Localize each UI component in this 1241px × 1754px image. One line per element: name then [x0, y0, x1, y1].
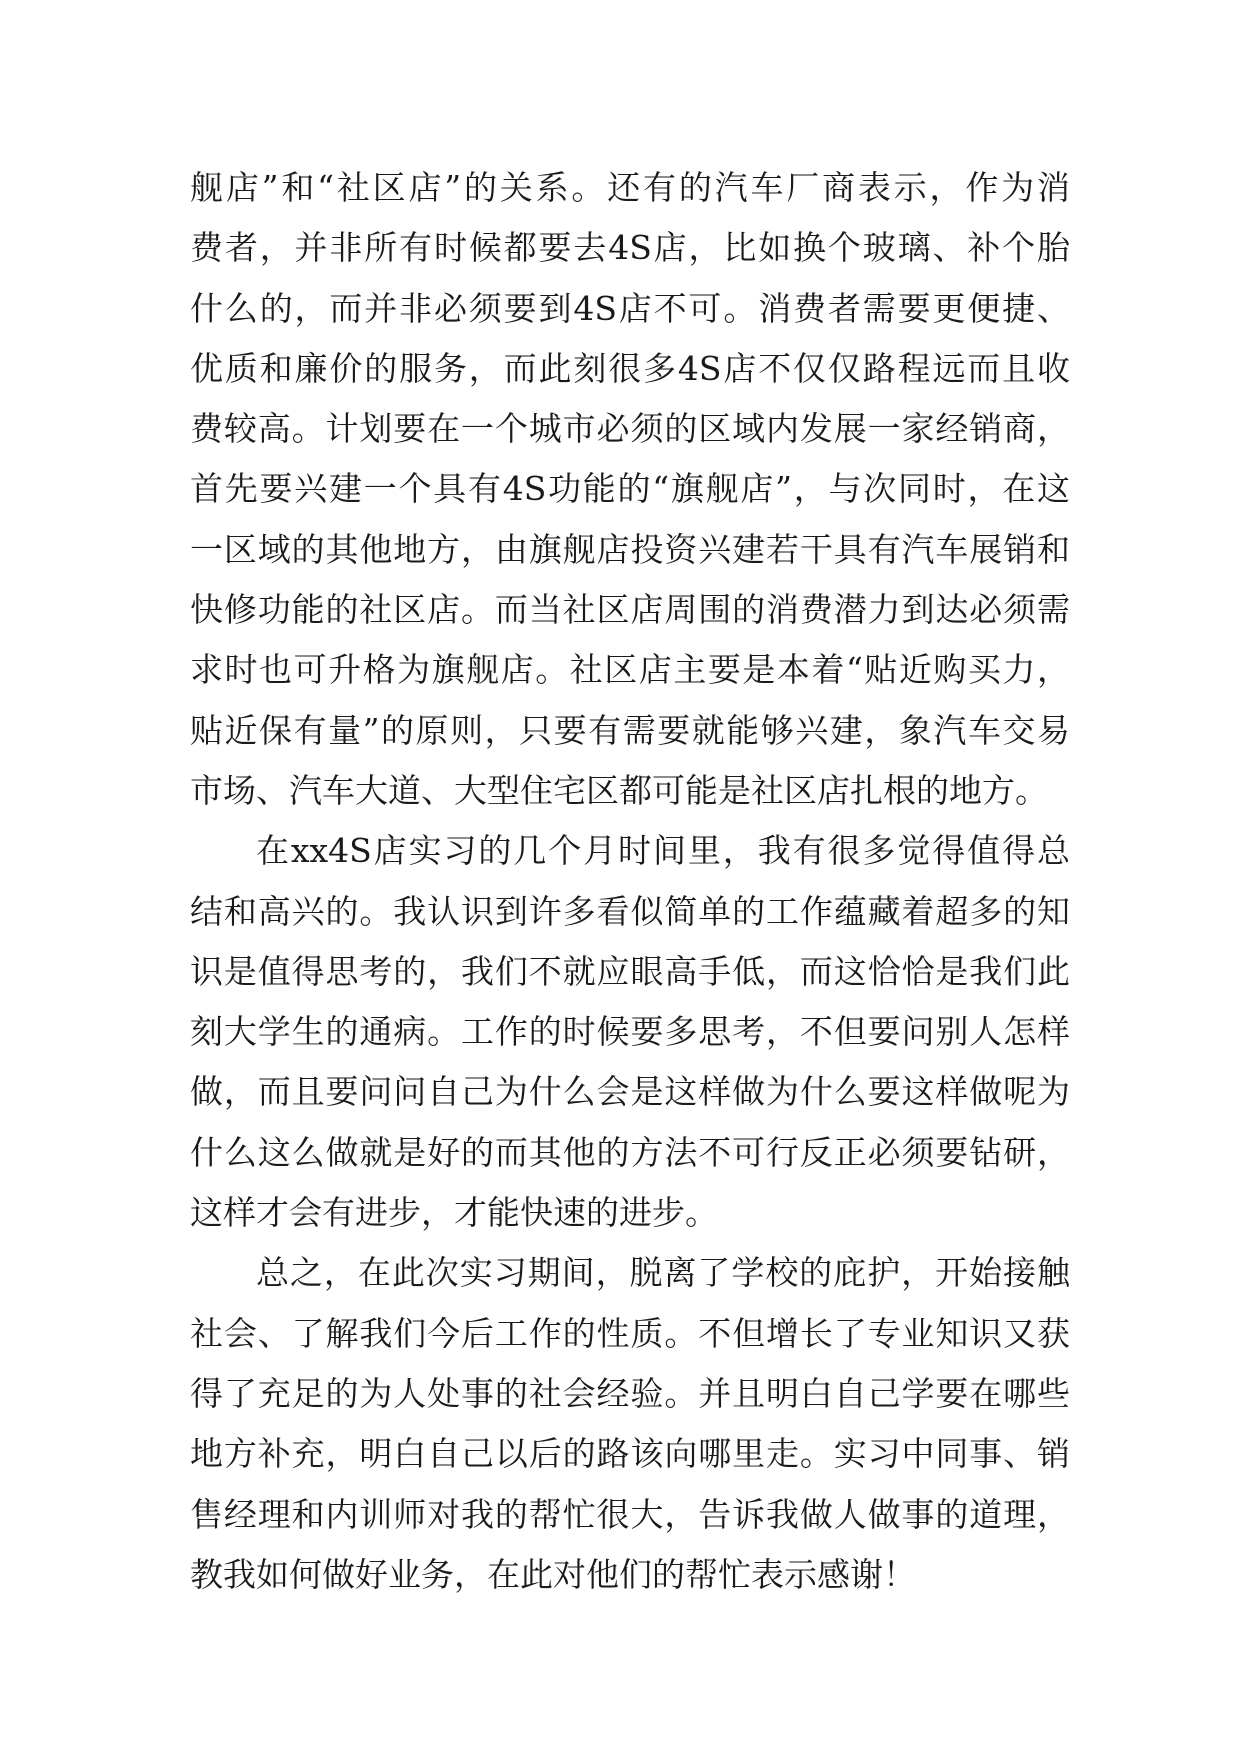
- text-line: 费较高。计划要在一个城市必须的区域内发展一家经销商，: [190, 409, 1070, 449]
- text-line: 地方补充，明白自己以后的路该向哪里走。实习中同事、销: [190, 1434, 1070, 1474]
- text-line: 识是值得思考的，我们不就应眼高手低，而这恰恰是我们此: [190, 951, 1070, 991]
- text-line: 这样才会有进步，才能快速的进步。: [190, 1193, 718, 1233]
- text-line: 得了充足的为人处事的社会经验。并且明白自己学要在哪些: [190, 1373, 1070, 1413]
- text-line: 求时也可升格为旗舰店。社区店主要是本着“贴近购买力，: [190, 650, 1070, 690]
- text-line: 一区域的其他地方，由旗舰店投资兴建若干具有汽车展销和: [190, 529, 1070, 569]
- text-line: 舰店”和“社区店”的关系。还有的汽车厂商表示，作为消: [190, 168, 1070, 207]
- text-line: 教我如何做好业务，在此对他们的帮忙表示感谢！: [190, 1554, 916, 1594]
- text-line: 首先要兴建一个具有4S功能的“旗舰店”，与次同时，在这: [190, 469, 1070, 509]
- text-line: 什么的，而并非必须要到4S店不可。消费者需要更便捷、: [190, 288, 1070, 328]
- text-line: 什么这么做就是好的而其他的方法不可行反正必须要钻研，: [190, 1132, 1070, 1172]
- text-line: 在xx4S店实习的几个月时间里，我有很多觉得值得总: [256, 831, 1070, 871]
- text-line: 结和高兴的。我认识到许多看似简单的工作蕴藏着超多的知: [190, 891, 1070, 931]
- text-line: 做，而且要问问自己为什么会是这样做为什么要这样做呢为: [190, 1072, 1070, 1112]
- text-line: 贴近保有量”的原则，只要有需要就能够兴建，象汽车交易: [190, 710, 1070, 750]
- text-line: 总之，在此次实习期间，脱离了学校的庇护，开始接触: [256, 1253, 1070, 1293]
- text-line: 快修功能的社区店。而当社区店周围的消费潜力到达必须需: [190, 590, 1070, 630]
- text-line: 市场、汽车大道、大型住宅区都可能是社区店扎根的地方。: [190, 770, 1048, 810]
- text-line: 刻大学生的通病。工作的时候要多思考，不但要问别人怎样: [190, 1012, 1070, 1052]
- text-line: 社会、了解我们今后工作的性质。不但增长了专业知识又获: [190, 1313, 1070, 1353]
- text-line: 售经理和内训师对我的帮忙很大，告诉我做人做事的道理，: [190, 1494, 1070, 1534]
- text-line: 费者，并非所有时候都要去4S店，比如换个玻璃、补个胎: [190, 228, 1070, 268]
- text-line: 优质和廉价的服务，而此刻很多4S店不仅仅路程远而且收: [190, 348, 1070, 388]
- document-body: [190, 158, 1070, 1605]
